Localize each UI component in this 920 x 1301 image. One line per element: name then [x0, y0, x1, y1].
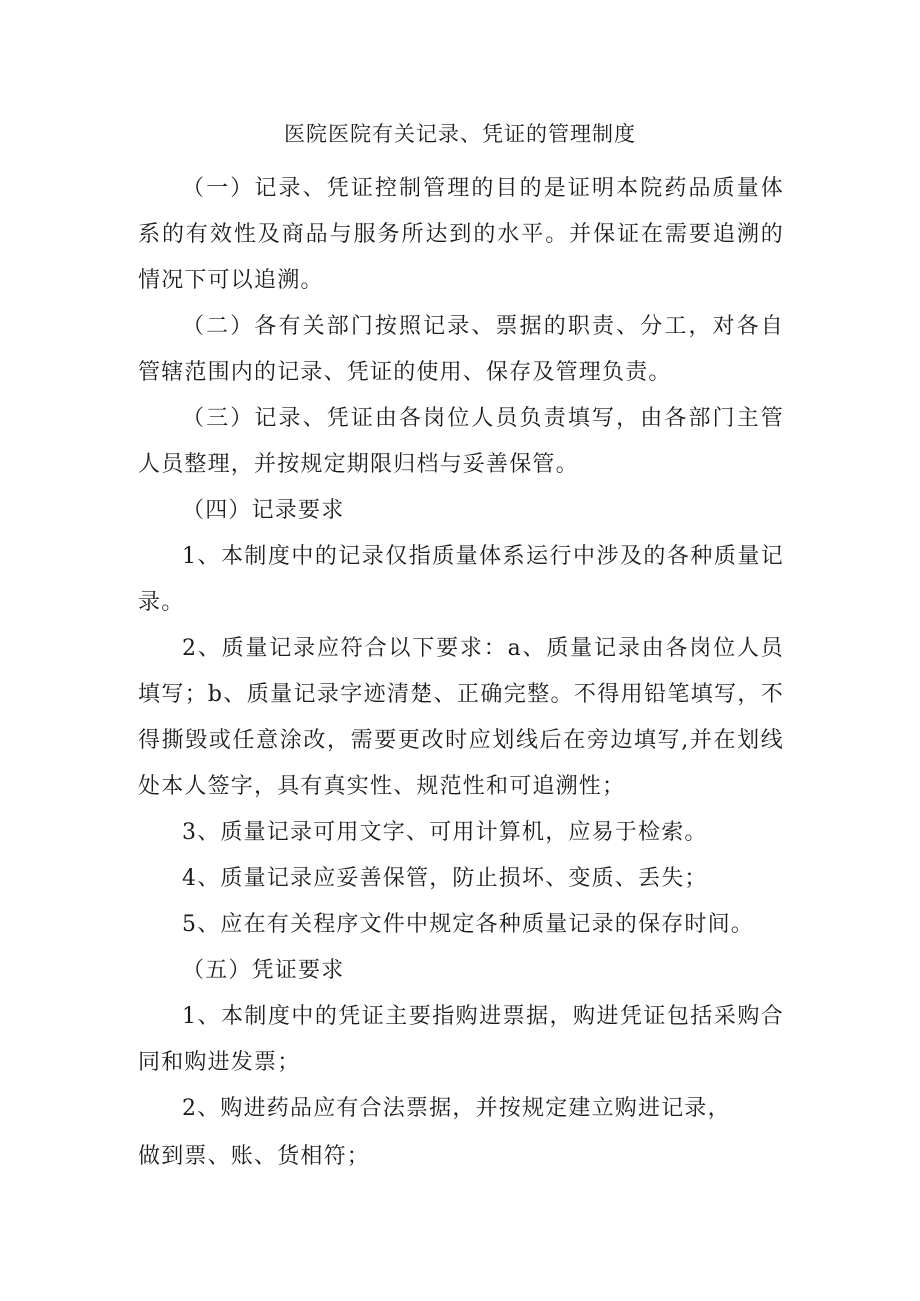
- heading-record-requirements: （四）记录要求: [182, 498, 345, 523]
- paragraph-section-3: （三）记录、凭证由各岗位人员负责填写，由各部门主管人员整理，并按规定期限归档与妥善保管。: [138, 406, 784, 477]
- paragraph-section-1: （一）记录、凭证控制管理的目的是证明本院药品质量体系的有效性及商品与服务所达到的水平。并保证在需要追溯的情况下可以追溯。: [138, 176, 784, 293]
- paragraph-section-2: （二）各有关部门按照记录、票据的职责、分工，对各自管辖范围内的记录、凭证的使用、保存及管理负责。: [138, 314, 784, 385]
- paragraph-voucher-item-1: 1、本制度中的凭证主要指购进票据，购进凭证包括采购合同和购进发票；: [138, 1004, 784, 1075]
- paragraph-record-item-2: 2、质量记录应符合以下要求：a、质量记录由各岗位人员填写；b、质量记录字迹清楚、正确完整。不得用铅笔填写，不得撕毁或任意涂改，需要更改时应划线后在旁边填写,并在划线处本人签字，具有真实性、规范性和可追溯性；: [138, 636, 784, 799]
- paragraph-record-item-3: 3、质量记录可用文字、可用计算机，应易于检索。: [182, 820, 708, 845]
- heading-voucher-requirements: （五）凭证要求: [182, 958, 345, 983]
- paragraph-voucher-item-2-continuation: 做到票、账、货相符；: [138, 1144, 371, 1169]
- paragraph-record-item-1: 1、本制度中的记录仅指质量体系运行中涉及的各种质量记录。: [138, 544, 784, 615]
- paragraph-record-item-5: 5、应在有关程序文件中规定各种质量记录的保存时间。: [182, 912, 754, 937]
- document-title: 医院医院有关记录、凭证的管理制度: [284, 122, 636, 146]
- paragraph-voucher-item-2: 2、购进药品应有合法票据，并按规定建立购进记录，: [182, 1096, 731, 1121]
- paragraph-record-item-4: 4、质量记录应妥善保管，防止损坏、变质、丢失；: [182, 866, 708, 891]
